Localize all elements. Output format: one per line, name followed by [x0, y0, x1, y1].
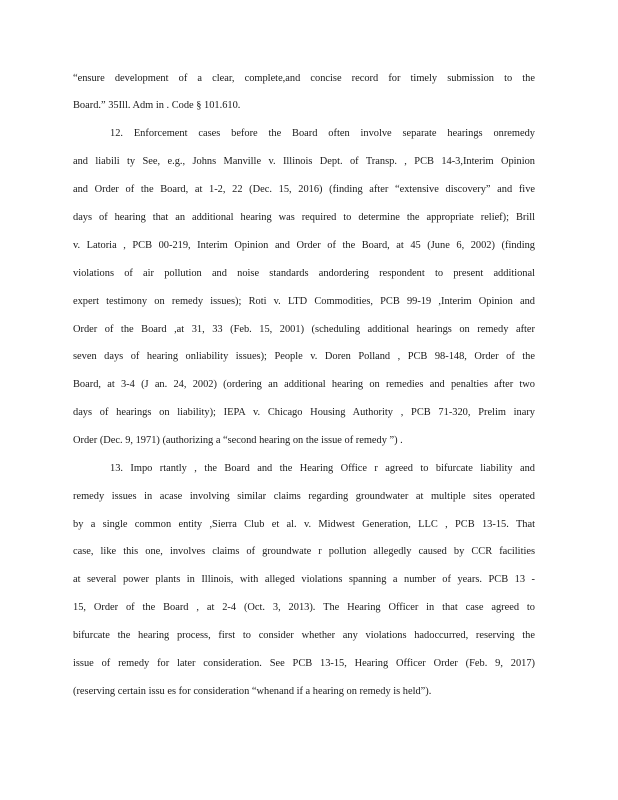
paragraph-13-start: 13. Impo rtantly , the Board and the Hearing Office r agreed to bifurcate liability and — [110, 463, 535, 474]
text-line: Board, at 3-4 (J an. 24, 2002) (ordering an additional hearing on remedies and penalties after two — [73, 379, 535, 390]
text-line: case, like this one, involves claims of groundwate r pollution allegedly caused by CCR facilities — [73, 546, 535, 557]
text-line: at several power plants in Illinois, with alleged violations spanning a number of years. PCB 13 - — [73, 574, 535, 585]
text-line: days of hearings on liability); IEPA v. Chicago Housing Authority , PCB 71-320, Prelim inary — [73, 407, 535, 418]
text-line: bifurcate the hearing process, first to consider whether any violations hadoccurred, reserving the — [73, 630, 535, 641]
text-line: Order of the Board ,at 31, 33 (Feb. 15, 2001) (scheduling additional hearings on remedy after — [73, 324, 535, 335]
text-line: by a single common entity ,Sierra Club et al. v. Midwest Generation, LLC , PCB 13-15. That — [73, 519, 535, 530]
text-line: “ensure development of a clear, complete,and concise record for timely submission to the — [73, 73, 535, 84]
text-line: expert testimony on remedy issues); Roti v. LTD Commodities, PCB 99-19 ,Interim Opinion and — [73, 296, 535, 307]
text-line: issue of remedy for later consideration. See PCB 13-15, Hearing Officer Order (Feb. 9, 2017) — [73, 658, 535, 669]
text-line: remedy issues in acase involving similar claims regarding groundwater at multiple sites operated — [73, 491, 535, 502]
text-line: seven days of hearing onliability issues); People v. Doren Polland , PCB 98-148, Order of the — [73, 351, 535, 362]
text-line: and liabili ty See, e.g., Johns Manville v. Illinois Dept. of Transp. , PCB 14-3,Interim Opinion — [73, 156, 535, 167]
text-line: v. Latoria , PCB 00-219, Interim Opinion and Order of the Board, at 45 (June 6, 2002) (finding — [73, 240, 535, 251]
text-line: violations of air pollution and noise standards andordering respondent to present additional — [73, 268, 535, 279]
text-line: and Order of the Board, at 1-2, 22 (Dec. 15, 2016) (finding after “extensive discovery” and five — [73, 184, 535, 195]
text-line: Board.” 35Ill. Adm in . Code § 101.610. — [73, 100, 241, 111]
text-line: (reserving certain issu es for consideration “whenand if a hearing on remedy is held”). — [73, 686, 432, 697]
text-line: Order (Dec. 9, 1971) (authorizing a “second hearing on the issue of remedy ”) . — [73, 435, 403, 446]
paragraph-12-start: 12. Enforcement cases before the Board often involve separate hearings onremedy — [110, 128, 535, 139]
text-line: days of hearing that an additional hearing was required to determine the appropriate relief); Brill — [73, 212, 535, 223]
text-line: 15, Order of the Board , at 2-4 (Oct. 3, 2013). The Hearing Officer in that case agreed to — [73, 602, 535, 613]
